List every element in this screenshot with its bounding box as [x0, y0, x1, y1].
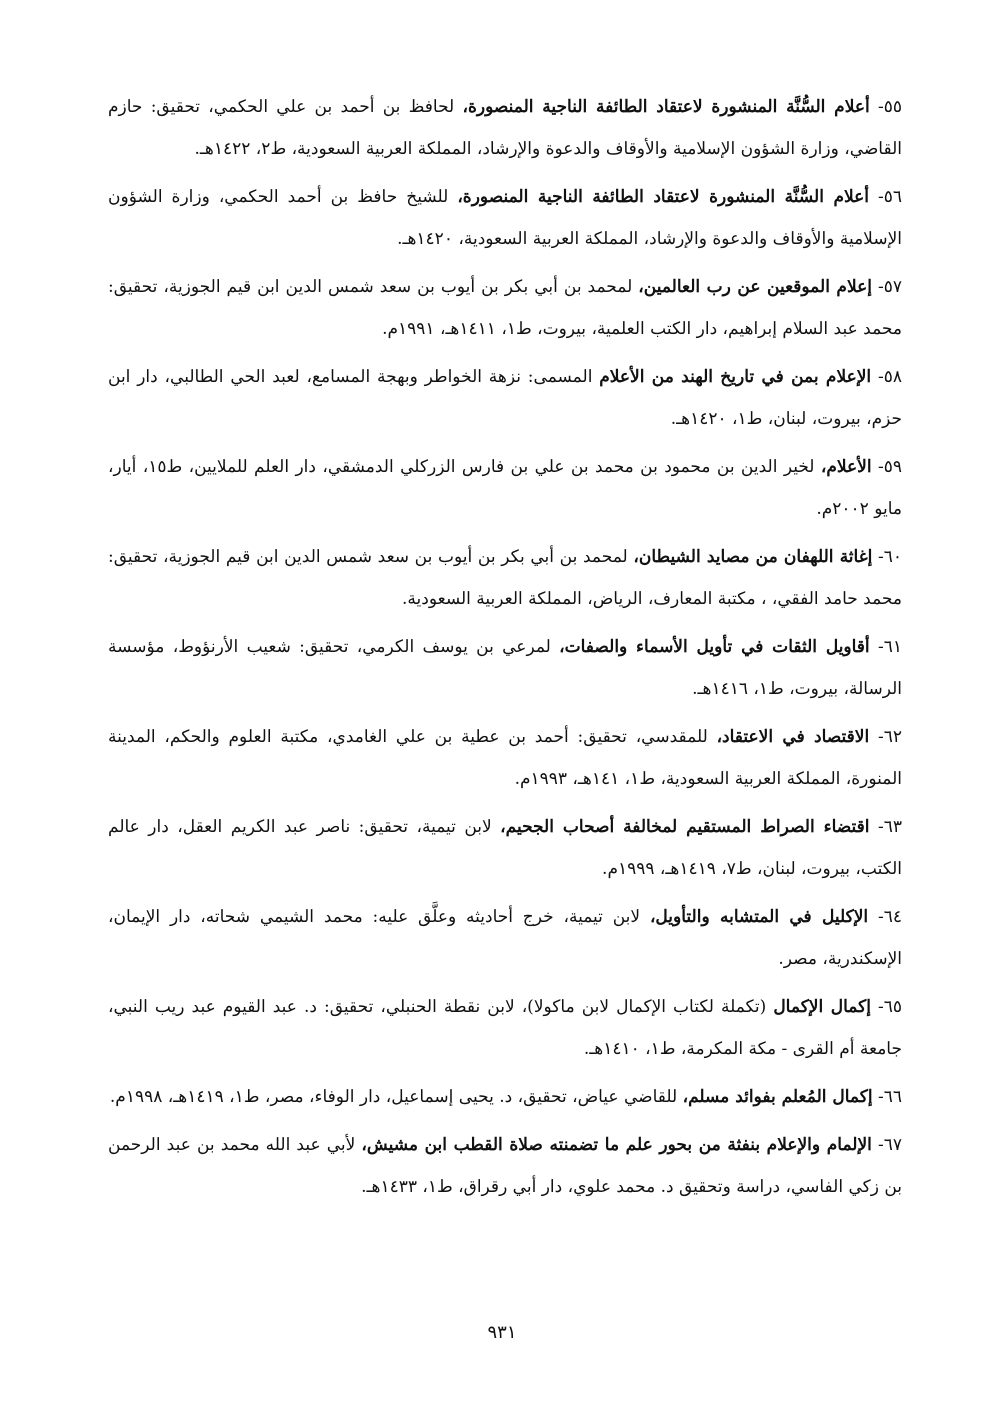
entry-details: لخير الدين بن محمود بن محمد بن علي بن فارس الزركلي الدمشقي، دار العلم للملايين، ط١٥، أيار، مايو ٢٠٠٢م. — [108, 457, 902, 519]
entry-details: للشيخ حافظ بن أحمد الحكمي، وزارة الشؤون الإسلامية والأوقاف والدعوة والإرشاد، المملكة العربية السعودية، ١٤٢٠هـ. — [108, 187, 902, 249]
entry-number: ٥٨- — [871, 367, 902, 387]
entry-number: ٥٩- — [871, 457, 902, 477]
bibliography-entry — [108, 356, 902, 440]
bibliography-entry — [108, 1076, 902, 1118]
entry-title: الاقتصاد في الاعتقاد، — [716, 727, 870, 747]
entry-number: ٦٤- — [868, 907, 903, 927]
bibliography-entry — [108, 896, 902, 980]
entry-title: الإلمام والإعلام بنفثة من بحور علم ما تضمنته صلاة القطب ابن مشيش، — [361, 1135, 872, 1155]
entry-number: ٦١- — [869, 637, 902, 657]
bibliography-list — [108, 86, 902, 1208]
entry-details: المسمى: نزهة الخواطر وبهجة المسامع، لعبد الحي الطالبي، دار ابن حزم، بيروت، لبنان، ط١، ١٤٢٠هـ. — [108, 367, 902, 429]
entry-title: الأعلام، — [820, 457, 872, 477]
entry-title: اقتضاء الصراط المستقيم لمخالفة أصحاب الجحيم، — [500, 817, 870, 837]
entry-title: إكمال المُعلم بفوائد مسلم، — [682, 1087, 873, 1107]
bibliography-entry — [108, 86, 902, 170]
entry-number: ٥٥- — [869, 97, 903, 117]
bibliography-entry — [108, 626, 902, 710]
entry-details: (تكملة لكتاب الإكمال لابن ماكولا)، لابن نقطة الحنبلي، تحقيق: د. عبد القيوم عبد ريب النبي، جامعة أم القرى - مكة المكرمة، ط١، ١٤١٠هـ. — [108, 997, 902, 1059]
entry-number: ٦٦- — [872, 1087, 902, 1107]
entry-details: لمحمد بن أبي بكر بن أيوب بن سعد شمس الدين ابن قيم الجوزية، تحقيق: محمد عبد السلام إبراهيم، دار الكتب العلمية، بيروت، ط١، ١٤١١هـ، ١٩٩١م. — [108, 277, 902, 339]
entry-details: لابن تيمية، تحقيق: ناصر عبد الكريم العقل، دار عالم الكتب، بيروت، لبنان، ط٧، ١٤١٩هـ، ١٩٩٩م. — [108, 817, 902, 879]
entry-title: الإكليل في المتشابه والتأويل، — [649, 907, 869, 927]
entry-title: أعلام السُّنَّة المنشورة لاعتقاد الطائفة الناجية المنصورة، — [462, 97, 870, 117]
bibliography-entry — [108, 806, 902, 890]
entry-title: أعلام السُّنَّة المنشورة لاعتقاد الطائفة الناجية المنصورة، — [457, 187, 869, 207]
entry-details: لابن تيمية، خرج أحاديثه وعلَّق عليه: محمد الشيمي شحاته، دار الإيمان، الإسكندرية، مصر. — [108, 907, 902, 969]
bibliography-entry — [108, 536, 902, 620]
entry-number: ٦٧- — [871, 1135, 902, 1155]
entry-details: للمقدسي، تحقيق: أحمد بن عطية بن علي الغامدي، مكتبة العلوم والحكم، المدينة المنورة، المملكة العربية السعودية، ط١، ١٤١هـ، ١٩٩٣م. — [108, 727, 902, 789]
entry-title: الإعلام بمن في تاريخ الهند من الأعلام — [599, 367, 872, 387]
bibliography-entry — [108, 1124, 902, 1208]
entry-title: إكمال الإكمال — [773, 997, 871, 1017]
entry-title: أقاويل الثقات في تأويل الأسماء والصفات، — [559, 637, 870, 657]
bibliography-entry — [108, 176, 902, 260]
entry-details: لمرعي بن يوسف الكرمي، تحقيق: شعيب الأرنؤوط، مؤسسة الرسالة، بيروت، ط١، ١٤١٦هـ. — [108, 637, 902, 699]
page-number: ٩٣١ — [487, 1322, 517, 1343]
entry-title: إعلام الموقعين عن رب العالمين، — [638, 277, 872, 297]
entry-number: ٥٦- — [868, 187, 903, 207]
bibliography-entry — [108, 716, 902, 800]
entry-number: ٦٥- — [870, 997, 902, 1017]
bibliography-entry — [108, 446, 902, 530]
entry-details: للقاضي عياض، تحقيق، د. يحيى إسماعيل، دار الوفاء، مصر، ط١، ١٤١٩هـ، ١٩٩٨م. — [109, 1087, 683, 1107]
entry-title: إغاثة اللهفان من مصايد الشيطان، — [633, 547, 873, 567]
entry-details: لحافظ بن أحمد بن علي الحكمي، تحقيق: حازم القاضي، وزارة الشؤون الإسلامية والأوقاف والدعوة والإرشاد، المملكة العربية السعودية، ط٢، ١٤٢٢هـ. — [108, 97, 902, 159]
bibliography-entry — [108, 266, 902, 350]
entry-details: لمحمد بن أبي بكر بن أيوب بن سعد شمس الدين ابن قيم الجوزية، تحقيق: محمد حامد الفقي، ، مكتبة المعارف، الرياض، المملكة العربية السعودية. — [108, 547, 902, 609]
entry-number: ٥٧- — [871, 277, 902, 297]
entry-number: ٦٢- — [869, 727, 903, 747]
entry-number: ٦٣- — [869, 817, 903, 837]
entry-number: ٦٠- — [872, 547, 903, 567]
entry-details: لأبي عبد الله محمد بن عبد الرحمن بن زكي الفاسي، دراسة وتحقيق د. محمد علوي، دار أبي رقراق، ط١، ١٤٣٣هـ. — [108, 1135, 902, 1197]
bibliography-entry — [108, 986, 902, 1070]
